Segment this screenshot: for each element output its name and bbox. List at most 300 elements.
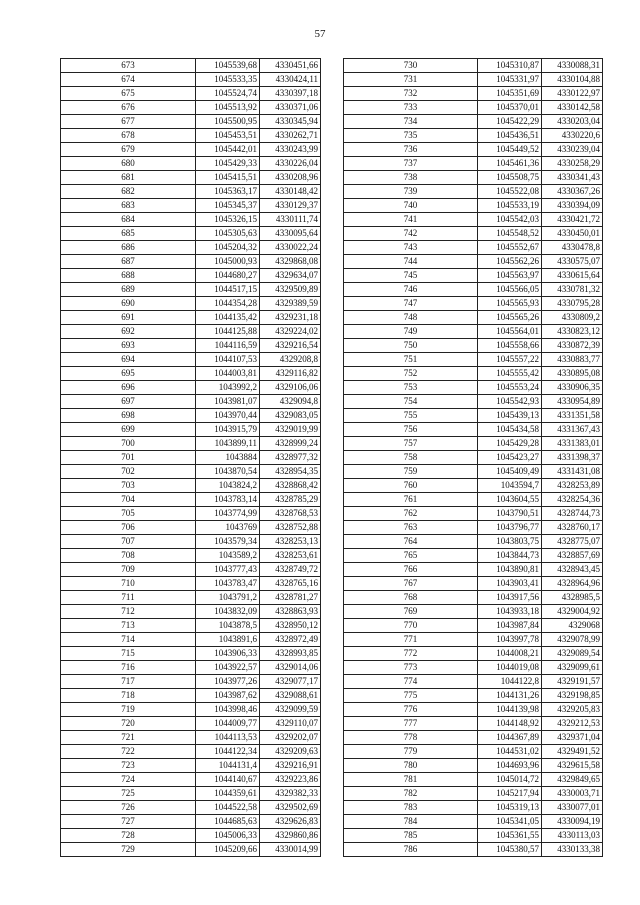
point-number-cell: 746 [344, 283, 478, 297]
table-row [344, 787, 603, 801]
y-coordinate-cell: 4328768,53 [260, 507, 321, 521]
x-coordinate-cell: 1045552,67 [478, 241, 542, 255]
table-row [61, 157, 321, 171]
point-number-cell: 762 [344, 507, 478, 521]
table-row [61, 605, 321, 619]
table-row [61, 395, 321, 409]
table-row [344, 171, 603, 185]
y-coordinate-cell: 4330345,94 [260, 115, 321, 129]
point-number-cell: 734 [344, 115, 478, 129]
y-coordinate-cell: 4329223,86 [260, 773, 321, 787]
y-coordinate-cell: 4328785,29 [260, 493, 321, 507]
y-coordinate-cell: 4329615,58 [542, 759, 603, 773]
y-coordinate-cell: 4330003,71 [542, 787, 603, 801]
x-coordinate-cell: 1043783,14 [196, 493, 260, 507]
y-coordinate-cell: 4329626,83 [260, 815, 321, 829]
point-number-cell: 718 [61, 689, 196, 703]
point-number-cell: 725 [61, 787, 196, 801]
x-coordinate-cell: 1043884 [196, 451, 260, 465]
point-number-cell: 783 [344, 801, 478, 815]
y-coordinate-cell: 4329634,07 [260, 269, 321, 283]
point-number-cell: 714 [61, 633, 196, 647]
y-coordinate-cell: 4330113,03 [542, 829, 603, 843]
y-coordinate-cell: 4329205,83 [542, 703, 603, 717]
x-coordinate-cell: 1044003,81 [196, 367, 260, 381]
table-row [61, 73, 321, 87]
table-row [61, 325, 321, 339]
table-row [344, 339, 603, 353]
point-number-cell: 724 [61, 773, 196, 787]
table-row [61, 549, 321, 563]
point-number-cell: 745 [344, 269, 478, 283]
x-coordinate-cell: 1043824,2 [196, 479, 260, 493]
x-coordinate-cell: 1044354,28 [196, 297, 260, 311]
table-row [61, 759, 321, 773]
table-row [344, 619, 603, 633]
table-row [344, 115, 603, 129]
x-coordinate-cell: 1043997,78 [478, 633, 542, 647]
table-row [344, 745, 603, 759]
point-number-cell: 753 [344, 381, 478, 395]
point-number-cell: 765 [344, 549, 478, 563]
x-coordinate-cell: 1043832,09 [196, 605, 260, 619]
point-number-cell: 729 [61, 843, 196, 857]
x-coordinate-cell: 1045439,13 [478, 409, 542, 423]
table-row [344, 829, 603, 843]
x-coordinate-cell: 1045363,17 [196, 185, 260, 199]
point-number-cell: 692 [61, 325, 196, 339]
y-coordinate-cell: 4331383,01 [542, 437, 603, 451]
x-coordinate-cell: 1045423,27 [478, 451, 542, 465]
y-coordinate-cell: 4330809,2 [542, 311, 603, 325]
x-coordinate-cell: 1044122,34 [196, 745, 260, 759]
table-row [344, 647, 603, 661]
x-coordinate-cell: 1045310,87 [478, 59, 542, 73]
table-row [344, 451, 603, 465]
point-number-cell: 710 [61, 577, 196, 591]
y-coordinate-cell: 4329491,52 [542, 745, 603, 759]
point-number-cell: 697 [61, 395, 196, 409]
y-coordinate-cell: 4329191,57 [542, 675, 603, 689]
y-coordinate-cell: 4328985,5 [542, 591, 603, 605]
point-number-cell: 676 [61, 101, 196, 115]
y-coordinate-cell: 4330111,74 [260, 213, 321, 227]
table-row [344, 591, 603, 605]
y-coordinate-cell: 4329502,69 [260, 801, 321, 815]
coordinates-table-left-body [61, 59, 321, 857]
table-row [344, 311, 603, 325]
x-coordinate-cell: 1045522,08 [478, 185, 542, 199]
point-number-cell: 709 [61, 563, 196, 577]
table-row [344, 437, 603, 451]
table-row [61, 185, 321, 199]
x-coordinate-cell: 1044680,27 [196, 269, 260, 283]
table-row [344, 213, 603, 227]
y-coordinate-cell: 4330203,04 [542, 115, 603, 129]
x-coordinate-cell: 1043987,62 [196, 689, 260, 703]
table-row [61, 843, 321, 857]
y-coordinate-cell: 4328972,49 [260, 633, 321, 647]
y-coordinate-cell: 4330895,08 [542, 367, 603, 381]
table-row [344, 297, 603, 311]
point-number-cell: 684 [61, 213, 196, 227]
table-row [61, 745, 321, 759]
point-number-cell: 781 [344, 773, 478, 787]
y-coordinate-cell: 4329094,8 [260, 395, 321, 409]
x-coordinate-cell: 1045422,29 [478, 115, 542, 129]
y-coordinate-cell: 4328977,32 [260, 451, 321, 465]
point-number-cell: 779 [344, 745, 478, 759]
x-coordinate-cell: 1043769 [196, 521, 260, 535]
x-coordinate-cell: 1045564,01 [478, 325, 542, 339]
point-number-cell: 685 [61, 227, 196, 241]
table-row [344, 101, 603, 115]
table-row [61, 787, 321, 801]
point-number-cell: 682 [61, 185, 196, 199]
table-row [61, 367, 321, 381]
point-number-cell: 717 [61, 675, 196, 689]
point-number-cell: 732 [344, 87, 478, 101]
x-coordinate-cell: 1045508,75 [478, 171, 542, 185]
y-coordinate-cell: 4330478,8 [542, 241, 603, 255]
table-row [344, 661, 603, 675]
x-coordinate-cell: 1044125,88 [196, 325, 260, 339]
table-row [344, 395, 603, 409]
table-row [344, 717, 603, 731]
point-number-cell: 776 [344, 703, 478, 717]
x-coordinate-cell: 1045500,95 [196, 115, 260, 129]
table-row [344, 255, 603, 269]
table-row [61, 143, 321, 157]
point-number-cell: 693 [61, 339, 196, 353]
y-coordinate-cell: 4329077,17 [260, 675, 321, 689]
point-number-cell: 702 [61, 465, 196, 479]
table-row [344, 633, 603, 647]
y-coordinate-cell: 4330243,99 [260, 143, 321, 157]
coordinates-table-right-body [344, 59, 603, 857]
y-coordinate-cell: 4329068 [542, 619, 603, 633]
x-coordinate-cell: 1045524,74 [196, 87, 260, 101]
table-row [61, 535, 321, 549]
table-row [344, 843, 603, 857]
table-row [344, 73, 603, 87]
table-row [61, 815, 321, 829]
y-coordinate-cell: 4330077,01 [542, 801, 603, 815]
y-coordinate-cell: 4329849,65 [542, 773, 603, 787]
x-coordinate-cell: 1045326,15 [196, 213, 260, 227]
table-row [344, 675, 603, 689]
y-coordinate-cell: 4329116,82 [260, 367, 321, 381]
x-coordinate-cell: 1045555,42 [478, 367, 542, 381]
y-coordinate-cell: 4328954,35 [260, 465, 321, 479]
table-row [344, 227, 603, 241]
y-coordinate-cell: 4329099,61 [542, 661, 603, 675]
point-number-cell: 740 [344, 199, 478, 213]
y-coordinate-cell: 4329089,54 [542, 647, 603, 661]
point-number-cell: 782 [344, 787, 478, 801]
point-number-cell: 699 [61, 423, 196, 437]
y-coordinate-cell: 4330954,89 [542, 395, 603, 409]
x-coordinate-cell: 1045305,63 [196, 227, 260, 241]
point-number-cell: 780 [344, 759, 478, 773]
table-row [61, 465, 321, 479]
y-coordinate-cell: 4330424,11 [260, 73, 321, 87]
x-coordinate-cell: 1045548,52 [478, 227, 542, 241]
point-number-cell: 678 [61, 129, 196, 143]
point-number-cell: 768 [344, 591, 478, 605]
y-coordinate-cell: 4329231,18 [260, 311, 321, 325]
x-coordinate-cell: 1043870,54 [196, 465, 260, 479]
table-row [61, 801, 321, 815]
y-coordinate-cell: 4329224,02 [260, 325, 321, 339]
x-coordinate-cell: 1045217,94 [478, 787, 542, 801]
table-row [344, 143, 603, 157]
table-row [61, 213, 321, 227]
x-coordinate-cell: 1044139,98 [478, 703, 542, 717]
point-number-cell: 777 [344, 717, 478, 731]
y-coordinate-cell: 4330208,96 [260, 171, 321, 185]
table-row [61, 409, 321, 423]
y-coordinate-cell: 4330795,28 [542, 297, 603, 311]
table-row [344, 269, 603, 283]
x-coordinate-cell: 1043970,44 [196, 409, 260, 423]
table-row [344, 493, 603, 507]
x-coordinate-cell: 1045345,37 [196, 199, 260, 213]
x-coordinate-cell: 1043899,11 [196, 437, 260, 451]
table-row [344, 241, 603, 255]
y-coordinate-cell: 4329202,07 [260, 731, 321, 745]
point-number-cell: 769 [344, 605, 478, 619]
x-coordinate-cell: 1045351,69 [478, 87, 542, 101]
x-coordinate-cell: 1043796,77 [478, 521, 542, 535]
point-number-cell: 730 [344, 59, 478, 73]
point-number-cell: 679 [61, 143, 196, 157]
y-coordinate-cell: 4330095,64 [260, 227, 321, 241]
table-row [344, 689, 603, 703]
x-coordinate-cell: 1045370,01 [478, 101, 542, 115]
point-number-cell: 744 [344, 255, 478, 269]
y-coordinate-cell: 4328943,45 [542, 563, 603, 577]
table-row [61, 731, 321, 745]
table-row [61, 717, 321, 731]
table-row [61, 311, 321, 325]
table-row [61, 269, 321, 283]
x-coordinate-cell: 1044008,21 [478, 647, 542, 661]
y-coordinate-cell: 4329014,06 [260, 661, 321, 675]
table-row [344, 549, 603, 563]
x-coordinate-cell: 1044122,8 [478, 675, 542, 689]
y-coordinate-cell: 4330262,71 [260, 129, 321, 143]
x-coordinate-cell: 1044113,53 [196, 731, 260, 745]
x-coordinate-cell: 1044116,59 [196, 339, 260, 353]
table-row [344, 577, 603, 591]
table-row [344, 353, 603, 367]
point-number-cell: 716 [61, 661, 196, 675]
x-coordinate-cell: 1045436,51 [478, 129, 542, 143]
y-coordinate-cell: 4330133,38 [542, 843, 603, 857]
x-coordinate-cell: 1045415,51 [196, 171, 260, 185]
y-coordinate-cell: 4330906,35 [542, 381, 603, 395]
x-coordinate-cell: 1044531,02 [478, 745, 542, 759]
y-coordinate-cell: 4328964,96 [542, 577, 603, 591]
y-coordinate-cell: 4330022,24 [260, 241, 321, 255]
y-coordinate-cell: 4330451,66 [260, 59, 321, 73]
table-row [61, 227, 321, 241]
table-row [344, 185, 603, 199]
y-coordinate-cell: 4331431,08 [542, 465, 603, 479]
table-row [61, 521, 321, 535]
x-coordinate-cell: 1045449,52 [478, 143, 542, 157]
table-row [61, 199, 321, 213]
point-number-cell: 785 [344, 829, 478, 843]
y-coordinate-cell: 4330239,04 [542, 143, 603, 157]
y-coordinate-cell: 4330872,39 [542, 339, 603, 353]
x-coordinate-cell: 1043783,47 [196, 577, 260, 591]
table-row [344, 283, 603, 297]
point-number-cell: 708 [61, 549, 196, 563]
point-number-cell: 703 [61, 479, 196, 493]
x-coordinate-cell: 1043803,75 [478, 535, 542, 549]
point-number-cell: 706 [61, 521, 196, 535]
point-number-cell: 694 [61, 353, 196, 367]
x-coordinate-cell: 1043604,55 [478, 493, 542, 507]
point-number-cell: 731 [344, 73, 478, 87]
x-coordinate-cell: 1044131,26 [478, 689, 542, 703]
y-coordinate-cell: 4330341,43 [542, 171, 603, 185]
x-coordinate-cell: 1045542,93 [478, 395, 542, 409]
point-number-cell: 680 [61, 157, 196, 171]
x-coordinate-cell: 1045209,66 [196, 843, 260, 857]
point-number-cell: 756 [344, 423, 478, 437]
point-number-cell: 701 [61, 451, 196, 465]
point-number-cell: 695 [61, 367, 196, 381]
y-coordinate-cell: 4330088,31 [542, 59, 603, 73]
x-coordinate-cell: 1043987,84 [478, 619, 542, 633]
y-coordinate-cell: 4330615,64 [542, 269, 603, 283]
table-row [61, 59, 321, 73]
y-coordinate-cell: 4330397,18 [260, 87, 321, 101]
point-number-cell: 772 [344, 647, 478, 661]
x-coordinate-cell: 1043777,43 [196, 563, 260, 577]
y-coordinate-cell: 4330226,04 [260, 157, 321, 171]
point-number-cell: 707 [61, 535, 196, 549]
point-number-cell: 677 [61, 115, 196, 129]
point-number-cell: 754 [344, 395, 478, 409]
point-number-cell: 752 [344, 367, 478, 381]
x-coordinate-cell: 1043915,79 [196, 423, 260, 437]
y-coordinate-cell: 4328253,89 [542, 479, 603, 493]
point-number-cell: 691 [61, 311, 196, 325]
y-coordinate-cell: 4329216,91 [260, 759, 321, 773]
point-number-cell: 689 [61, 283, 196, 297]
y-coordinate-cell: 4328999,24 [260, 437, 321, 451]
y-coordinate-cell: 4329216,54 [260, 339, 321, 353]
y-coordinate-cell: 4329509,89 [260, 283, 321, 297]
point-number-cell: 733 [344, 101, 478, 115]
x-coordinate-cell: 1045565,93 [478, 297, 542, 311]
y-coordinate-cell: 4330220,6 [542, 129, 603, 143]
x-coordinate-cell: 1043844,73 [478, 549, 542, 563]
table-row [61, 619, 321, 633]
point-number-cell: 759 [344, 465, 478, 479]
point-number-cell: 755 [344, 409, 478, 423]
point-number-cell: 715 [61, 647, 196, 661]
table-row [61, 297, 321, 311]
point-number-cell: 696 [61, 381, 196, 395]
y-coordinate-cell: 4329004,92 [542, 605, 603, 619]
point-number-cell: 721 [61, 731, 196, 745]
y-coordinate-cell: 4328253,61 [260, 549, 321, 563]
x-coordinate-cell: 1043903,41 [478, 577, 542, 591]
y-coordinate-cell: 4328857,69 [542, 549, 603, 563]
y-coordinate-cell: 4330421,72 [542, 213, 603, 227]
table-row [344, 535, 603, 549]
table-row [344, 563, 603, 577]
x-coordinate-cell: 1044148,92 [478, 717, 542, 731]
y-coordinate-cell: 4329088,61 [260, 689, 321, 703]
y-coordinate-cell: 4330394,09 [542, 199, 603, 213]
point-number-cell: 687 [61, 255, 196, 269]
x-coordinate-cell: 1045533,19 [478, 199, 542, 213]
point-number-cell: 726 [61, 801, 196, 815]
x-coordinate-cell: 1045429,28 [478, 437, 542, 451]
x-coordinate-cell: 1045000,93 [196, 255, 260, 269]
point-number-cell: 674 [61, 73, 196, 87]
y-coordinate-cell: 4329106,06 [260, 381, 321, 395]
x-coordinate-cell: 1044140,67 [196, 773, 260, 787]
table-row [61, 703, 321, 717]
y-coordinate-cell: 4329019,99 [260, 423, 321, 437]
y-coordinate-cell: 4329371,04 [542, 731, 603, 745]
x-coordinate-cell: 1045331,97 [478, 73, 542, 87]
table-row [61, 633, 321, 647]
point-number-cell: 748 [344, 311, 478, 325]
y-coordinate-cell: 4329868,08 [260, 255, 321, 269]
y-coordinate-cell: 4330014,99 [260, 843, 321, 857]
y-coordinate-cell: 4329212,53 [542, 717, 603, 731]
table-row [344, 325, 603, 339]
table-row [344, 507, 603, 521]
point-number-cell: 778 [344, 731, 478, 745]
x-coordinate-cell: 1045558,66 [478, 339, 542, 353]
table-row [344, 815, 603, 829]
y-coordinate-cell: 4329078,99 [542, 633, 603, 647]
point-number-cell: 681 [61, 171, 196, 185]
y-coordinate-cell: 4330371,06 [260, 101, 321, 115]
table-row [61, 241, 321, 255]
x-coordinate-cell: 1044131,4 [196, 759, 260, 773]
y-coordinate-cell: 4328781,27 [260, 591, 321, 605]
x-coordinate-cell: 1043594,7 [478, 479, 542, 493]
x-coordinate-cell: 1044107,53 [196, 353, 260, 367]
x-coordinate-cell: 1043981,07 [196, 395, 260, 409]
y-coordinate-cell: 4330104,88 [542, 73, 603, 87]
table-row [61, 129, 321, 143]
point-number-cell: 743 [344, 241, 478, 255]
table-row [61, 507, 321, 521]
x-coordinate-cell: 1043589,2 [196, 549, 260, 563]
x-coordinate-cell: 1044359,61 [196, 787, 260, 801]
table-row [61, 381, 321, 395]
table-row [61, 339, 321, 353]
point-number-cell: 775 [344, 689, 478, 703]
x-coordinate-cell: 1044517,15 [196, 283, 260, 297]
x-coordinate-cell: 1045562,26 [478, 255, 542, 269]
x-coordinate-cell: 1045542,03 [478, 213, 542, 227]
table-row [344, 129, 603, 143]
x-coordinate-cell: 1043890,81 [478, 563, 542, 577]
y-coordinate-cell: 4328254,36 [542, 493, 603, 507]
